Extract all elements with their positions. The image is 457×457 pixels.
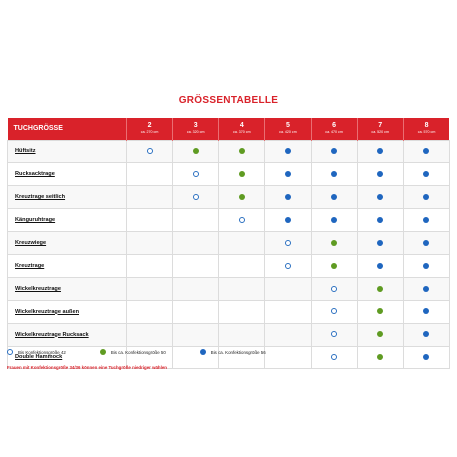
size-cell bbox=[219, 300, 265, 323]
size-header-2 bbox=[127, 118, 173, 140]
size-cell bbox=[265, 209, 311, 232]
legend-item bbox=[200, 349, 266, 355]
size-cell bbox=[265, 232, 311, 255]
table-row bbox=[8, 300, 450, 323]
size-cell bbox=[219, 277, 265, 300]
blue-dot-icon bbox=[331, 148, 337, 154]
size-cell bbox=[219, 163, 265, 186]
table-row bbox=[8, 254, 450, 277]
size-cell bbox=[173, 254, 219, 277]
size-cell bbox=[127, 209, 173, 232]
table-row bbox=[8, 323, 450, 346]
table-row bbox=[8, 186, 450, 209]
size-cell bbox=[403, 209, 449, 232]
carry-name: Känguruhtrage bbox=[8, 209, 127, 232]
size-cell bbox=[173, 232, 219, 255]
green-dot-icon bbox=[239, 148, 245, 154]
size-cell bbox=[265, 323, 311, 346]
size-cell bbox=[403, 232, 449, 255]
blue-dot-icon bbox=[423, 354, 429, 360]
size-cell bbox=[173, 186, 219, 209]
size-cell bbox=[311, 186, 357, 209]
table-header-row bbox=[8, 118, 450, 140]
size-cell bbox=[403, 163, 449, 186]
size-header-7 bbox=[357, 118, 403, 140]
open-dot-icon bbox=[239, 217, 245, 223]
blue-dot-icon bbox=[423, 217, 429, 223]
legend-label: Bis ca. Konfektionsgröße 56 bbox=[210, 349, 266, 355]
size-length: ca. 370 cm bbox=[233, 130, 251, 135]
size-cell bbox=[403, 254, 449, 277]
size-cell bbox=[357, 140, 403, 163]
legend-item bbox=[100, 349, 166, 355]
size-cell bbox=[357, 277, 403, 300]
blue-dot-icon bbox=[331, 217, 337, 223]
size-cell bbox=[357, 186, 403, 209]
size-cell bbox=[127, 254, 173, 277]
carry-name: Wickelkreuztrage bbox=[8, 277, 127, 300]
blue-dot-icon bbox=[285, 194, 291, 200]
size-cell bbox=[127, 323, 173, 346]
carry-name: Wickelkreuztrage Rucksack bbox=[8, 323, 127, 346]
size-cell bbox=[311, 209, 357, 232]
size-cell bbox=[311, 323, 357, 346]
carry-name: Kreuzwiege bbox=[8, 232, 127, 255]
size-cell bbox=[311, 254, 357, 277]
blue-dot-icon bbox=[423, 308, 429, 314]
carry-name: Kreuztrage seitlich bbox=[8, 186, 127, 209]
open-dot-icon bbox=[331, 354, 337, 360]
open-dot-icon bbox=[147, 148, 153, 154]
size-header-3 bbox=[173, 118, 219, 140]
size-number: 8 bbox=[424, 122, 429, 130]
size-length: ca. 570 cm bbox=[417, 130, 436, 135]
green-dot-icon bbox=[331, 263, 337, 269]
size-cell bbox=[127, 186, 173, 209]
green-dot-icon bbox=[100, 349, 106, 355]
size-cell bbox=[265, 277, 311, 300]
size-cell bbox=[311, 300, 357, 323]
size-cell bbox=[265, 186, 311, 209]
size-cell bbox=[265, 163, 311, 186]
blue-dot-icon bbox=[285, 148, 291, 154]
green-dot-icon bbox=[377, 308, 383, 314]
open-dot-icon bbox=[331, 331, 337, 337]
size-cell bbox=[357, 232, 403, 255]
size-cell bbox=[173, 300, 219, 323]
green-dot-icon bbox=[377, 286, 383, 292]
blue-dot-icon bbox=[331, 171, 337, 177]
legend-item bbox=[7, 349, 66, 355]
table-row bbox=[8, 232, 450, 255]
size-cell bbox=[403, 186, 449, 209]
size-number: 3 bbox=[193, 122, 198, 130]
blue-dot-icon bbox=[377, 263, 383, 269]
size-cell bbox=[403, 323, 449, 346]
size-cell bbox=[173, 323, 219, 346]
open-dot-icon bbox=[7, 349, 13, 355]
open-dot-icon bbox=[193, 171, 199, 177]
size-cell bbox=[265, 254, 311, 277]
table-row bbox=[8, 163, 450, 186]
blue-dot-icon bbox=[285, 217, 291, 223]
blue-dot-icon bbox=[377, 240, 383, 246]
size-cell bbox=[265, 300, 311, 323]
size-cell bbox=[173, 163, 219, 186]
size-note: Frauen mit Konfektionsgröße 34/36 können eine Tuchgröße niedriger wählen bbox=[7, 365, 167, 370]
page-title: GRÖSSENTABELLE bbox=[178, 95, 279, 106]
size-number: 7 bbox=[378, 122, 383, 130]
size-cell bbox=[219, 186, 265, 209]
blue-dot-icon bbox=[423, 194, 429, 200]
size-cell bbox=[173, 140, 219, 163]
size-cell bbox=[219, 323, 265, 346]
carry-name: Double Hammock bbox=[8, 346, 127, 369]
size-cell bbox=[173, 209, 219, 232]
size-length: ca. 420 cm bbox=[279, 130, 297, 135]
carry-name: Rucksacktrage bbox=[8, 163, 127, 186]
size-cell bbox=[403, 300, 449, 323]
size-header-8 bbox=[403, 118, 449, 140]
blue-dot-icon bbox=[423, 331, 429, 337]
size-cell bbox=[219, 254, 265, 277]
size-length: ca. 270 cm bbox=[140, 130, 159, 135]
table-row bbox=[8, 209, 450, 232]
green-dot-icon bbox=[377, 354, 383, 360]
open-dot-icon bbox=[285, 240, 291, 246]
size-number: 4 bbox=[239, 122, 244, 130]
size-cell bbox=[357, 209, 403, 232]
size-cell bbox=[127, 277, 173, 300]
size-length: ca. 520 cm bbox=[371, 130, 389, 135]
table-row bbox=[8, 140, 450, 163]
header-label: TUCHGRÖSSE bbox=[8, 118, 127, 140]
size-cell bbox=[311, 140, 357, 163]
size-header-6 bbox=[311, 118, 357, 140]
blue-dot-icon bbox=[423, 171, 429, 177]
open-dot-icon bbox=[331, 308, 337, 314]
size-cell bbox=[311, 232, 357, 255]
blue-dot-icon bbox=[423, 240, 429, 246]
legend-label: Bis ca. Konfektionsgröße 50 bbox=[110, 349, 166, 355]
size-cell bbox=[357, 254, 403, 277]
blue-dot-icon bbox=[377, 148, 383, 154]
green-dot-icon bbox=[331, 240, 337, 246]
size-length: ca. 320 cm bbox=[186, 130, 205, 135]
size-cell bbox=[173, 277, 219, 300]
carry-name: Wickelkreuztrage außen bbox=[8, 300, 127, 323]
blue-dot-icon bbox=[331, 194, 337, 200]
blue-dot-icon bbox=[423, 148, 429, 154]
blue-dot-icon bbox=[423, 286, 429, 292]
size-cell bbox=[311, 277, 357, 300]
size-cell bbox=[127, 140, 173, 163]
size-number: 5 bbox=[285, 122, 290, 130]
blue-dot-icon bbox=[377, 171, 383, 177]
size-number: 6 bbox=[332, 122, 337, 130]
blue-dot-icon bbox=[423, 263, 429, 269]
size-cell bbox=[219, 232, 265, 255]
size-length: ca. 470 cm bbox=[325, 130, 343, 135]
legend-label: Bis Konfektionsgröße 42 bbox=[18, 349, 66, 355]
size-cell bbox=[219, 209, 265, 232]
size-header-4 bbox=[219, 118, 265, 140]
open-dot-icon bbox=[285, 263, 291, 269]
open-dot-icon bbox=[193, 194, 199, 200]
green-dot-icon bbox=[239, 171, 245, 177]
blue-dot-icon bbox=[377, 194, 383, 200]
open-dot-icon bbox=[331, 286, 337, 292]
blue-dot-icon bbox=[285, 171, 291, 177]
size-cell bbox=[219, 140, 265, 163]
size-cell bbox=[403, 140, 449, 163]
blue-dot-icon bbox=[377, 217, 383, 223]
legend bbox=[7, 349, 449, 355]
carry-name: Kreuztrage bbox=[8, 254, 127, 277]
size-cell bbox=[357, 323, 403, 346]
size-cell bbox=[127, 163, 173, 186]
size-table bbox=[7, 118, 450, 369]
size-cell bbox=[265, 140, 311, 163]
size-cell bbox=[357, 300, 403, 323]
green-dot-icon bbox=[239, 194, 245, 200]
size-number: 2 bbox=[147, 122, 152, 130]
green-dot-icon bbox=[193, 148, 199, 154]
table-row bbox=[8, 277, 450, 300]
size-header-5 bbox=[265, 118, 311, 140]
green-dot-icon bbox=[377, 331, 383, 337]
carry-name: Hüftsitz bbox=[8, 140, 127, 163]
size-cell bbox=[403, 277, 449, 300]
size-cell bbox=[357, 163, 403, 186]
blue-dot-icon bbox=[200, 349, 206, 355]
size-cell bbox=[127, 300, 173, 323]
size-cell bbox=[127, 232, 173, 255]
size-cell bbox=[311, 163, 357, 186]
